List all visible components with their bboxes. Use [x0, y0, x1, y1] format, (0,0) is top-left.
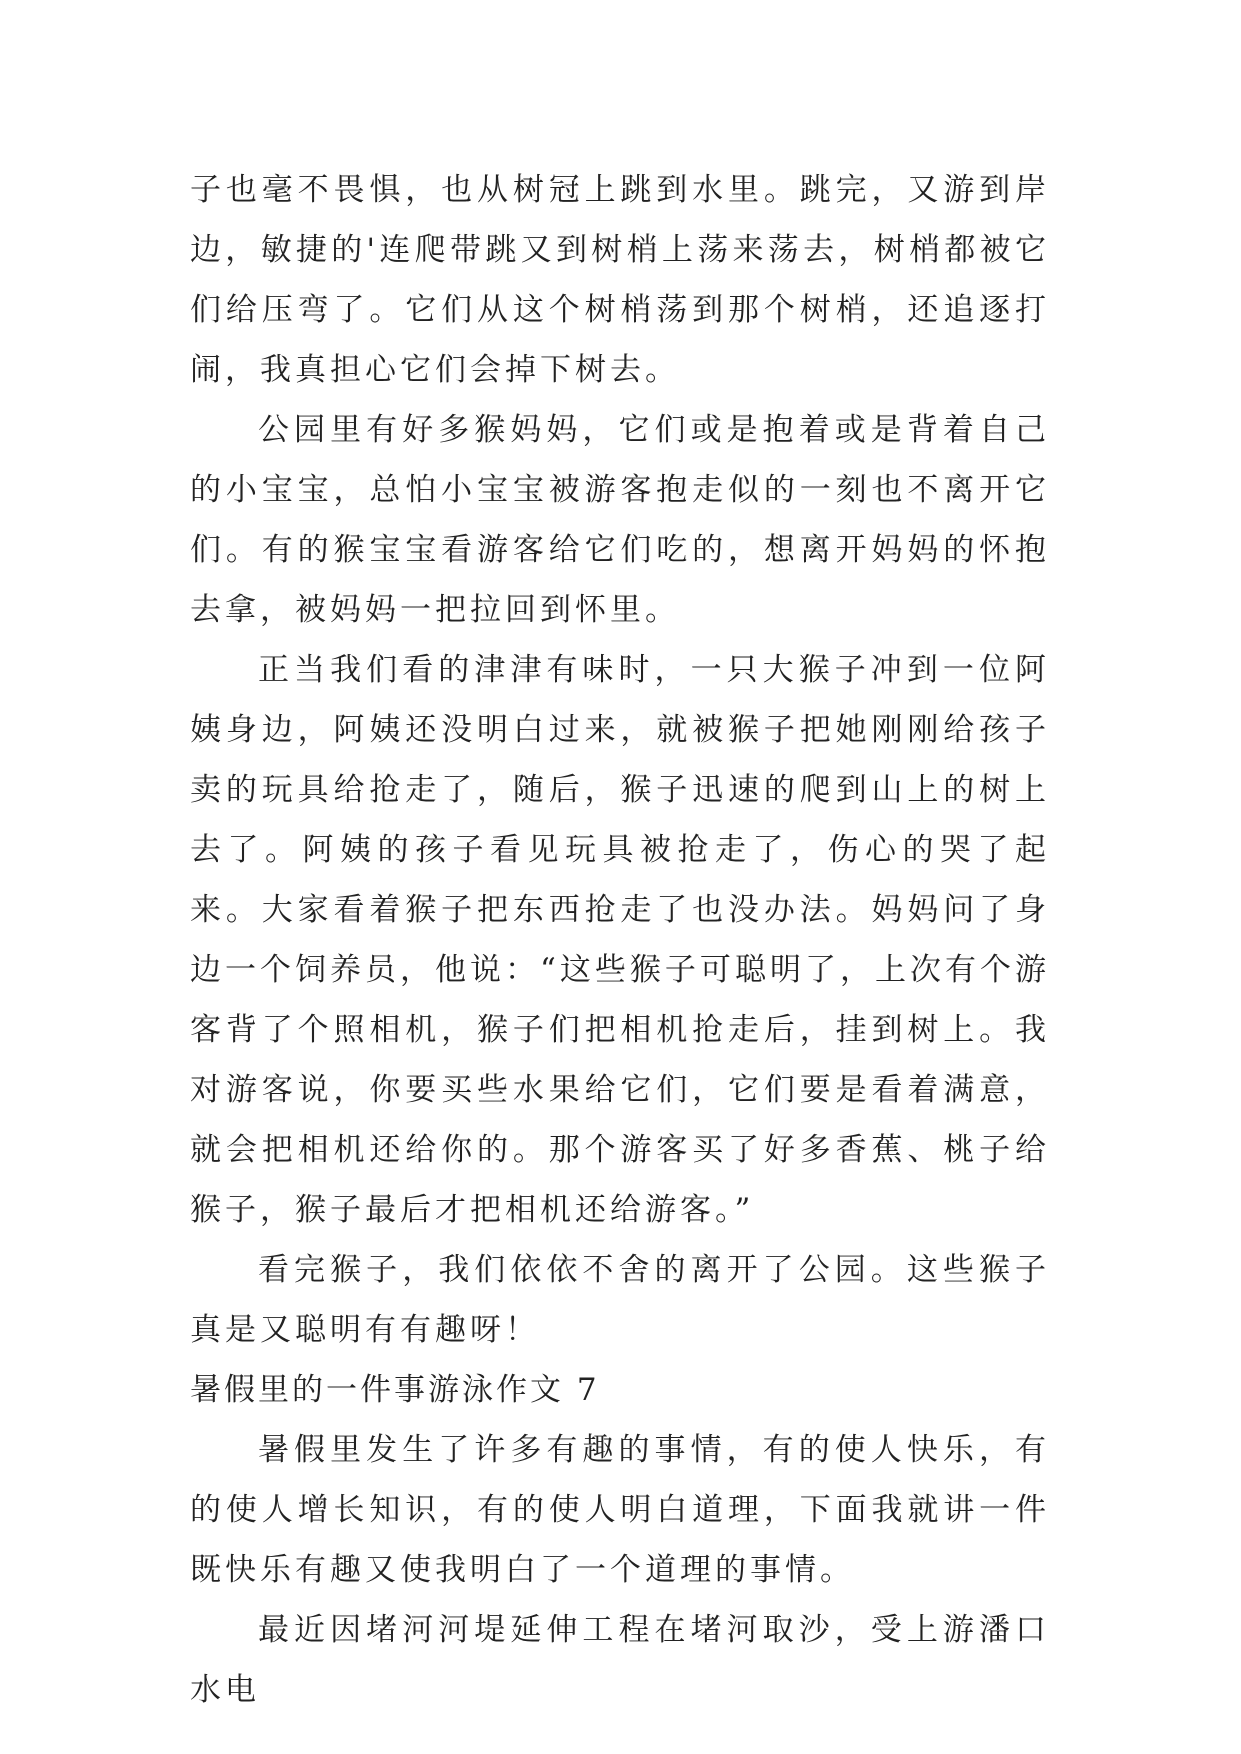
paragraph: 看完猴子，我们依依不舍的离开了公园。这些猴子真是又聪明有有趣呀！	[190, 1252, 1050, 1348]
paragraph: 最近因堵河河堤延伸工程在堵河取沙，受上游潘口水电	[190, 1612, 1050, 1708]
paragraph: 暑假里发生了许多有趣的事情，有的使人快乐，有的使人增长知识，有的使人明白道理，下面我就讲一件既快乐有趣又使我明白了一个道理的事情。	[190, 1432, 1050, 1588]
paragraph: 子也毫不畏惧，也从树冠上跳到水里。跳完，又游到岸边，敏捷的'连爬带跳又到树梢上荡来荡去，树梢都被它们给压弯了。它们从这个树梢荡到那个树梢，还追逐打闹，我真担心它们会掉下树去。	[190, 172, 1050, 388]
paragraph: 公园里有好多猴妈妈，它们或是抱着或是背着自己的小宝宝，总怕小宝宝被游客抱走似的一刻也不离开它们。有的猴宝宝看游客给它们吃的，想离开妈妈的怀抱去拿，被妈妈一把拉回到怀里。	[190, 412, 1050, 628]
document-body	[190, 160, 1050, 1720]
section-title: 暑假里的一件事游泳作文 7	[190, 1372, 600, 1408]
paragraph: 正当我们看的津津有味时，一只大猴子冲到一位阿姨身边，阿姨还没明白过来，就被猴子把她刚刚给孩子卖的玩具给抢走了，随后，猴子迅速的爬到山上的树上去了。阿姨的孩子看见玩具被抢走了，伤心的哭了起来。大家看着猴子把东西抢走了也没办法。妈妈问了身边一个饲养员，他说：“这些猴子可聪明了，上次有个游客背了个照相机，猴子们把相机抢走后，挂到树上。我对游客说，你要买些水果给它们，它们要是看着满意，就会把相机还给你的。那个游客买了好多香蕉、桃子给猴子，猴子最后才把相机还给游客。”	[190, 652, 1050, 1228]
